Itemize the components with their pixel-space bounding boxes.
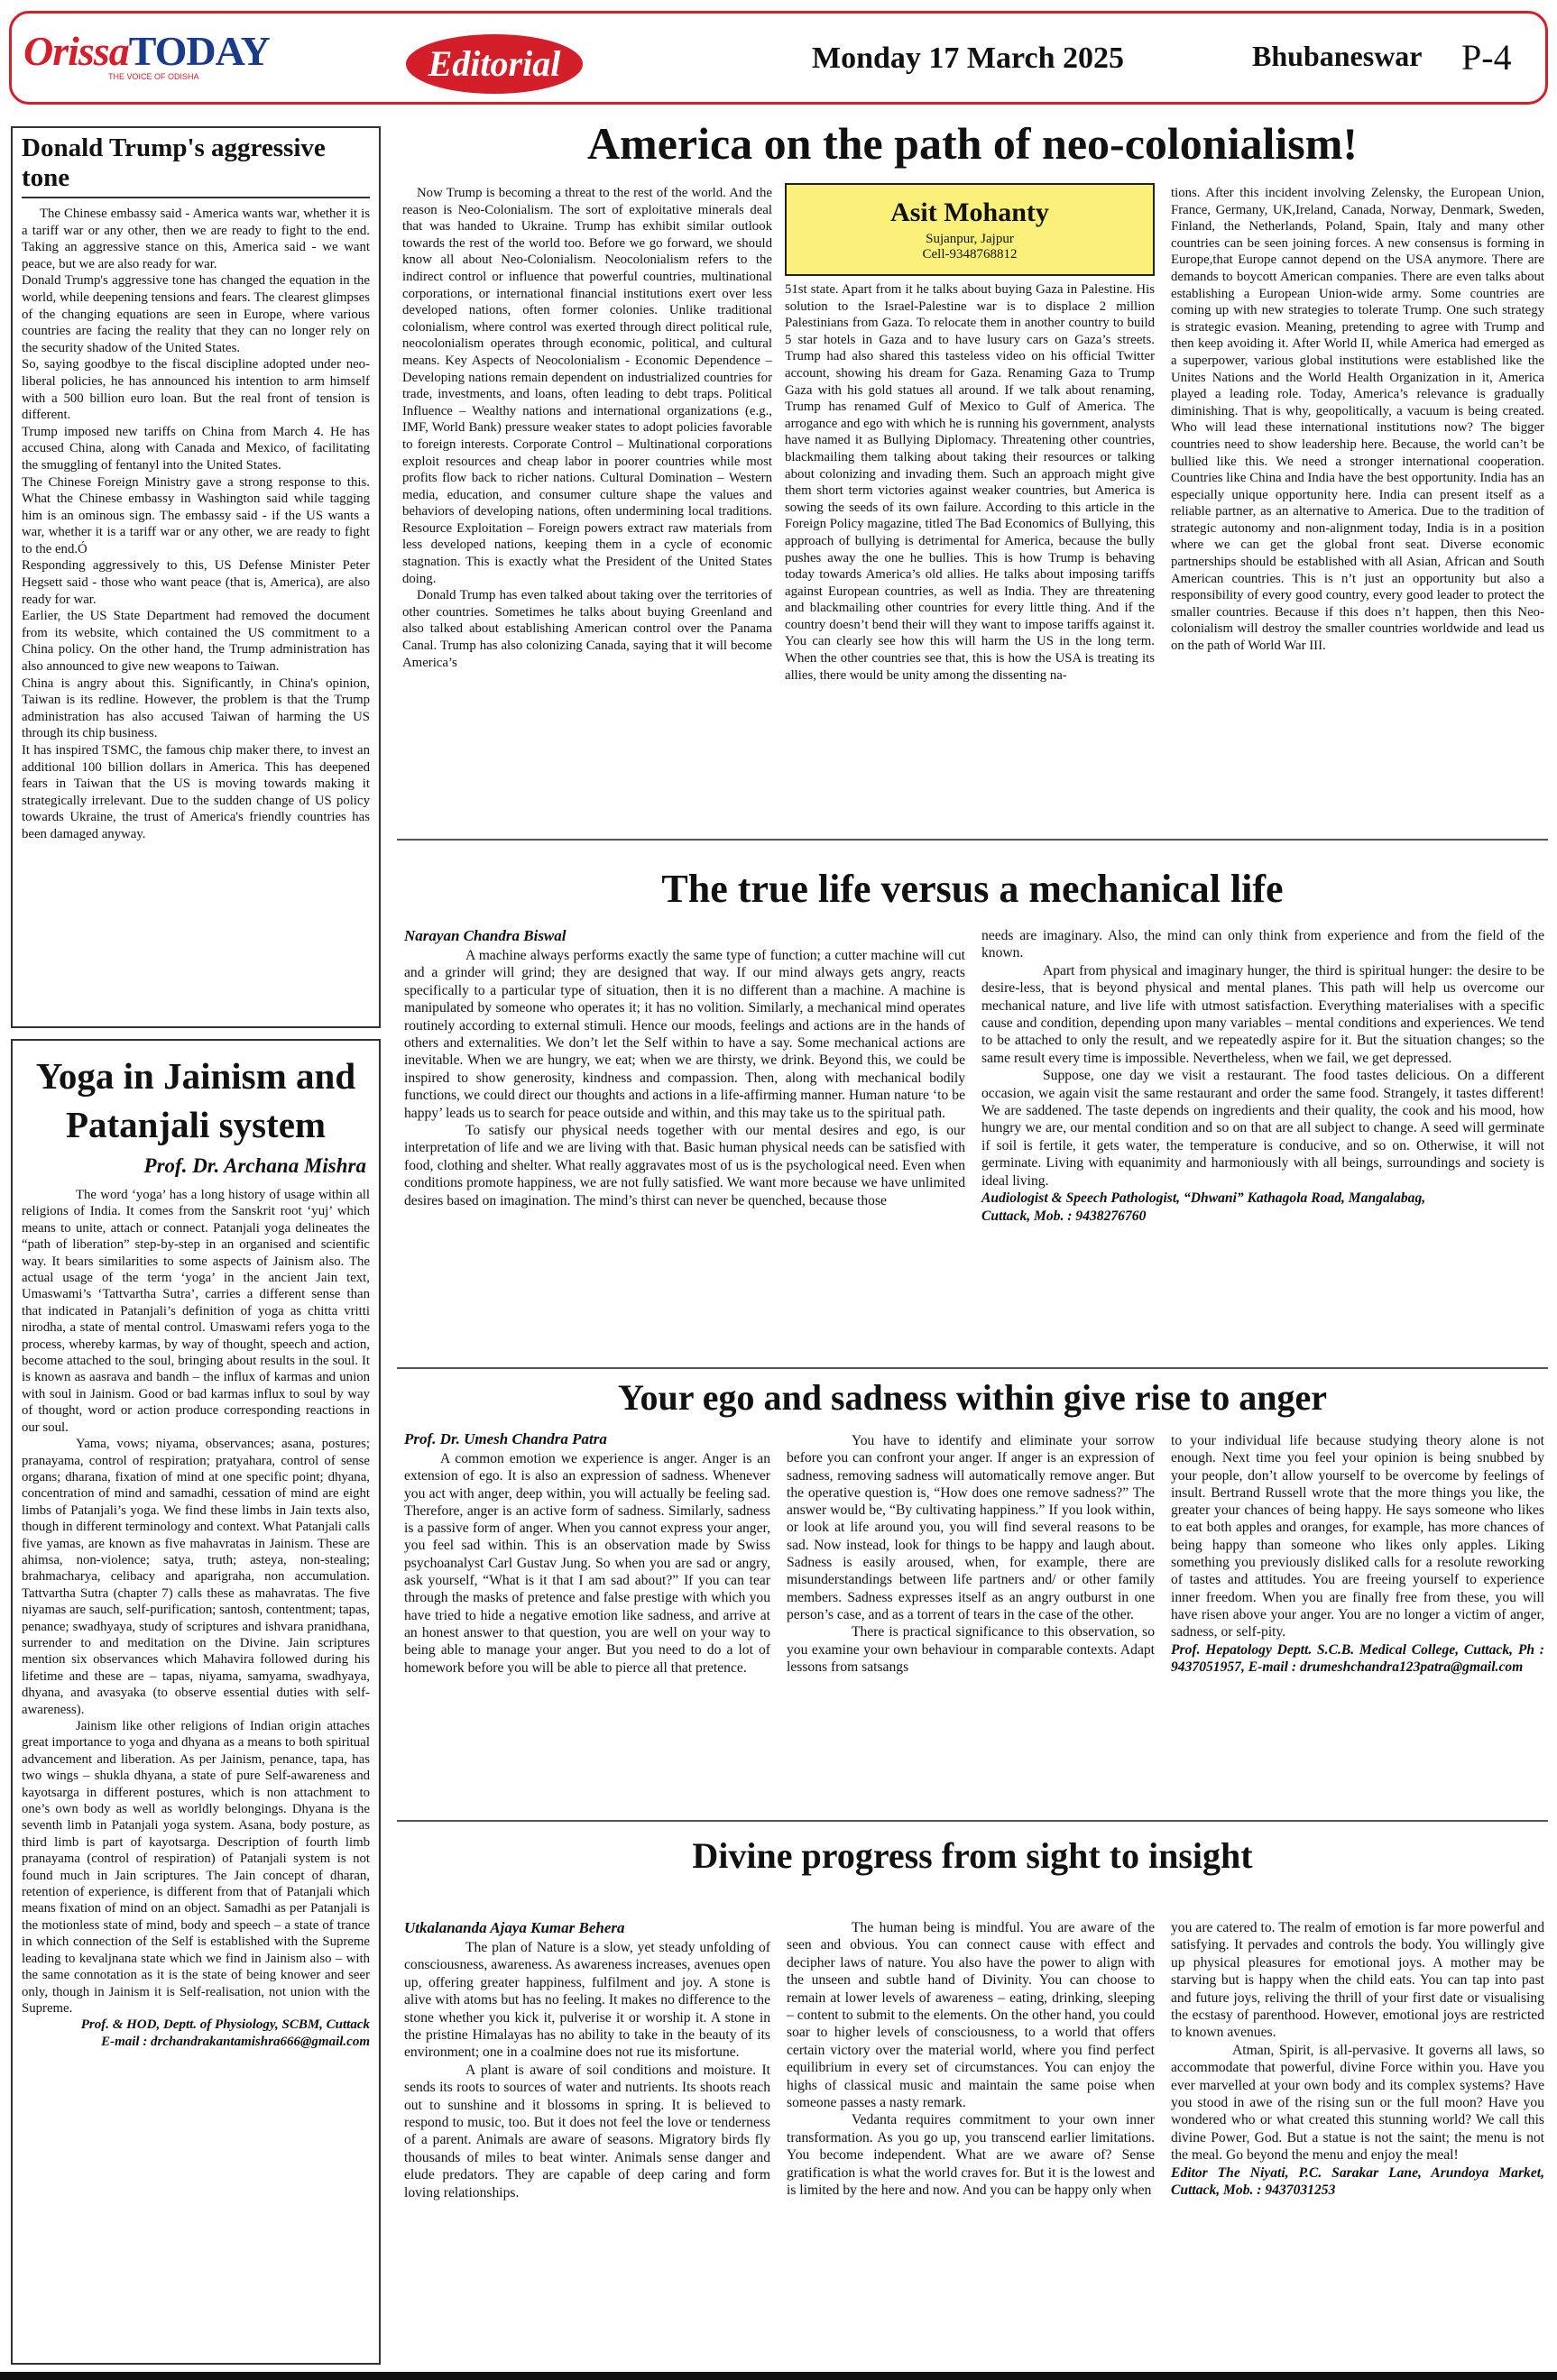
- issue-date: Monday 17 March 2025: [812, 41, 1124, 75]
- page-number: P-4: [1461, 37, 1512, 78]
- article-column: [402, 185, 772, 671]
- author-byline: Prof. Dr. Umesh Chandra Patra: [404, 1430, 607, 1447]
- paragraph: Earlier, the US State Department had removed the document from its website, which contained the US commitment to a China policy. On the other hand, the Trump administration has also announced to give new weapons to Taiwan.: [22, 609, 370, 675]
- paragraph: A common emotion we experience is anger. Anger is an extension of ego. It is also an expression of sadness. Whenever you act with anger, deep within, you will actually be feeling sad. Therefore, anger is an active form of sadness. Similarly, sadness is a passive form of anger. When you cannot express your anger, you feel sad within. This is an observation made by Swiss psychoanalyst Carl Gustav Jung. So when you are sad or angry, ask yourself, “What is it that I am sad about?” If you can tear through the masks of pretence and false prestige with which you have tried to hide a negative emotion like sadness, and arrive at an honest answer to that question, you are well on your way to being able to manage your anger. But you need to do a lot of homework before you will be able to pierce all that pretence.: [404, 1451, 770, 1676]
- paragraph: The word ‘yoga’ has a long history of usage within all religions of India. It comes from the Sanskrit root ‘yuj’ which means to unite, attach or connect. Patanjali yoga delineates the “path of liberation” step-by-step in an organised and scientific way. It bears similarities to some aspects of Jainism also. The actual usage of the term ‘yoga’ in the ancient Jain text, Umaswami’s ‘Tattvartha Sutra’, carries a different sense than that indicated in Patanjali’s definition of yoga as chitta vritti nirodha, a state of mental control. Umaswami refers yoga to the process, whereby karmas, by way of thought, speech and action, become attached to the soul, bringing about results in the soul. It is known as aasrava and bandh – the influx of karmas and union with soul in Jainism. Good or bad karmas influx to soul by way of thought, word or action produce corresponding reactions in our soul.: [22, 1188, 370, 1435]
- paragraph: to your individual life because studying theory alone is not enough. Next time you feel your opinion is being snubbed by your people, don’t allow yourself to be overcome by feelings of insult. Bertrand Russell wrote that the more things you like, the greater your chances of being happy. He says someone who likes to eat both apples and oranges, for example, has more chances of being happy than someone who likes only apples. Liking something you previously disliked calls for a resolute reworking of tastes and attitudes. You are freeing yourself to experience inner freedom. When you are finally free from these, you will have risen above your anger. You are no longer a victim of anger, sadness, or self-pity.: [1171, 1433, 1544, 1640]
- paragraph: A machine always performs exactly the same type of function; a cutter machine will cut and a grinder will grind; they are designed that way. If our mind always gets angry, reacts specifically to a particular type of situation, then it is no different than a machine. A machine is manipulated by someone who operates it; it has no volition. Similarly, a mechanical mind operates routinely according to external stimuli. Hence our moods, feelings and actions are in the hands of others and externalities. We don’t let the Self within to have a say. Some mechanical actions are inevitable. When we are hungry, we eat; when we are thirsty, we drink. Beyond this, we could be inspired to show generosity, kindness and compassion. Then, along with mechanical bodily functions, we could direct our thoughts and actions in a life-affirming manner. Human nature ‘to be happy’ leads us to search for peace outside and within, and this may take us to the spiritual path.: [404, 948, 965, 1121]
- trump-tone-box: [11, 126, 381, 1028]
- author-designation: Prof. & HOD, Deptt. of Physiology, SCBM, Cuttack: [80, 2017, 370, 2033]
- paragraph: Donald Trump has even talked about taking over the territories of other countries. Sometimes he talks about buying Greenland and also talked about establishing American control over the Panama Canal. Trump has also colonizing Canada, saying that it will become America’s: [402, 588, 772, 670]
- edition-city: Bhubaneswar: [1252, 40, 1423, 72]
- paragraph: Apart from physical and imaginary hunger, the third is spiritual hunger: the desire to be desire-less, that is beyond physical and mental planes. This path will help us overcome our mechanical nature, and live life with utmost satisfaction. Everything materialises with a specific cause and condition, depending upon many variables – mental conditions and experiences. We tend to be attached to only the result, and we repeatedly aspire for it. But the situation changes; so the same result every time is impossible. Nevertheless, when we fail, we get depressed.: [981, 962, 1544, 1066]
- page-bottom-bar: [0, 2372, 1557, 2380]
- author-designation: Prof. Hepatology Deptt. S.C.B. Medical College, Cuttack, Ph : 9437051957, E-mail : drumeshchandra123patra@gmail.com: [1171, 1641, 1544, 1675]
- yoga-box: [11, 1039, 381, 2365]
- article-column: [404, 947, 965, 1209]
- paragraph: Atman, Spirit, is all-pervasive. It governs all laws, so accommodate that powerful, divine Force within you. Have you ever marvelled at your own body and its complex systems? Have you stood in awe of the rising sun or the full moon? Have you wondered who or what created this stunning world? We call this divine Power, God. But a statue is not the saint; the menu is not the meal. Go beyond the menu and enjoy the meal!: [1171, 2042, 1544, 2164]
- paragraph: tions. After this incident involving Zelensky, the European Union, France, Germany, UK,Ireland, Canada, Norway, Denmark, Sweden, Finland, the Netherlands, Poland, Spain, Italy and many other countries can be seen joining forces. A new consensus is forming in Europe,that Europe cannot depend on the USA anymore. There are demands to boycott American companies. There are even talks about establishing a European Union-wide army. Some countries are coming up with new strategies to tolerate Trump. One such strategy is strategic evasion. Meaning, pretending to agree with Trump and then keep avoiding it. After World II, while America had emerged as a superpower, various global institutions were established like the Unites Nations and the World Health Organization in it, America played a leading role. Today, America’s relevance is gradually diminishing. That is why, geopolitically, a vacuum is being created. Who will lead these international institutions now? The bigger countries need to show leadership here. Because, the world can’t be bullied like this. We need a stronger international cooperation. Countries like China and India have the best opportunity. India has an especially unique opportunity here. India can present itself as a reliable partner, as an alternative to America. Due to the tradition of strategic autonomy and non-alignment today, India is in a position where we can get the global front seat. Diverse economic partnerships should be established with all Asian, African and South American countries. This is n’t just an opportunity but also a responsibility of every good country, every good leader to protect the smaller countries. Because if this does n’t happen, then this Neo-colonialism will destroy the smaller countries worldwide and lead us on the path of World War III.: [1171, 186, 1544, 654]
- author-byline: Prof. Dr. Archana Mishra: [143, 1154, 366, 1177]
- paragraph: The Chinese embassy said - America wants war, whether it is a tariff war or any other, then we are ready to fight to the end. Taking an aggressive stance on this, America said - we want peace, but we are also ready for war.: [22, 207, 370, 271]
- paragraph: Now Trump is becoming a threat to the rest of the world. And the reason is Neo-Colonialism. The sort of exploitative minerals deal that was handed to Ukraine. Trump has exhibit similar outlook towards the rest of the world too. Before we go forward, we should know all about Neo-Colonialism. Neocolonialism refers to the indirect control or influence that powerful countries, multinational corporations, or international financial institutions exert over less developed nations, often former colonies. Unlike traditional colonialism, where control was exerted through direct political rule, neocolonialism operates through economic, political, and cultural means. Key Aspects of Neocolonialism - Economic Dependence – Developing nations remain dependent on industrialized countries for trade, investments, and loans, often leading to debt traps. Political Influence – Wealthy nations and international organizations (e.g., IMF, World Bank) pressure weaker states to adopt policies favorable to foreign interests. Corporate Control – Multinational corporations exploit resources and cheap labor in poorer countries while most profits flow back to richer nations. Cultural Domination – Western media, education, and consumer culture shape the values and behaviors of developing nations, often undermining local traditions. Resource Exploitation – Foreign powers extract raw materials from less developed nations, keeping them in a cycle of economic stagnation. This is exactly what the President of the United States doing.: [402, 186, 772, 586]
- author-designation: Editor The Niyati, P.C. Sarakar Lane, Arundoya Market, Cuttack, Mob. : 9437031253: [1171, 2164, 1544, 2199]
- divider: [397, 839, 1548, 841]
- paragraph: Jainism like other religions of Indian origin attaches great importance to yoga and dhyana as a means to both spiritual advancement and liberation. As per Jainism, penance, tapa, has two wings – shukla dhyana, a state of pure Self-awareness and kayotsarga in different postures, which is non attachment to one’s own body as well as worldly belongings. Dhyana is the seventh limb in Patanjali yoga system. Asana, body posture, as third limb is part of kayotsarga. Description of fourth limb pranayama (control of respiration) of Patanjali system is not found much in Jain scriptures. The Jain concept of dharan, retention of experience, is different from that of Patanjali which means fixation of mind on an object. Samadhi as per Patanjali is the motionless state of mind, body and speech – a state of trance in which connection of the Self is established with the Supreme leading to kevaljnana state which we find in Jainism also – with the same connotation as it is the state of being knower and seer only, though in Jainism it is Self-realisation, not union with the Supreme.: [22, 1719, 370, 2016]
- article-title: America on the path of neo-colonialism!: [586, 118, 1359, 169]
- article-title: Your ego and sadness within give rise to anger: [618, 1377, 1327, 1418]
- paragraph: The plan of Nature is a slow, yet steady unfolding of consciousness, awareness. As awareness increases, avenues open up, offering greater happiness, fulfilment and joy. A stone is alive with atoms but has no feeling. It makes no difference to the stone whether you kick it, pulverise it or worship it. A stone in the pristine Himalayas has no ability to take in the beauty of its environment; one in a coalmine does not rue its misfortune.: [404, 1940, 770, 2061]
- paragraph: You have to identify and eliminate your sorrow before you can confront your anger. If anger is an expression of sadness, removing sadness will automatically remove anger. But the operative question is, “How does one remove sadness?” The answer would be, “By cultivating happiness.” If you look within, or look at life around you, you will find several reasons to be sad. Now instead, look for things to be happy and laugh about. Sadness is easily aroused, when, for example, there are misunderstandings between life partners and/ or other family members. Sadness expresses itself as an angry outburst in one person’s case, and as a torrent of tears in the case of the other.: [787, 1433, 1155, 1622]
- paragraph: Trump imposed new tariffs on China from March 4. He has accused China, along with Canada and Mexico, of facilitating the smuggling of fentanyl into the United States.: [22, 424, 370, 473]
- author-address: Audiologist & Speech Pathologist, “Dhwani” Kathagola Road, Mangalabag,: [981, 1190, 1426, 1207]
- paragraph: needs are imaginary. Also, the mind can only think from experience and from the field of the known.: [981, 928, 1544, 961]
- article-column: [785, 281, 1155, 684]
- paragraph: So, saying goodbye to the fiscal discipline adopted under neo-liberal policies, he has announced his intention to arm himself with a 500 billion euro loan. But the real front of tension is different.: [22, 357, 370, 423]
- article-column: [981, 927, 1544, 1225]
- paragraph: A plant is aware of soil conditions and moisture. It sends its roots to sources of water and nutrients. Its shoots reach out to sunshine and it blossoms in spring. It is believed to respond to music, too. But it does not feel the love or tenderness of a parent. Animals are aware of seasons. Migratory birds fly thousands of miles to beat winter. Animals sense danger and elude predators. They are capable of deep caring and form loving relationships.: [404, 2062, 770, 2201]
- paragraph: Responding aggressively to this, US Defense Minister Peter Hegsett said - those who want peace (that is, America), are also ready for war.: [22, 558, 370, 607]
- divider: [397, 1820, 1548, 1822]
- author-place: Sujanpur, Jajpur: [926, 232, 1014, 246]
- author-byline: Narayan Chandra Biswal: [404, 927, 567, 944]
- paragraph: Suppose, one day we visit a restaurant. The food tastes delicious. On a different occasion, we again visit the same restaurant and order the same food. Strangely, it tastes different! We are saddened. The taste depends on ingredients and their quality, the cook and his mood, how hungry we are, our mental condition and so on that are all subject to change. A seed will germinate if soil is fertile, it gets water, the temperature is conducive, and so on. Otherwise, it will not germinate. Living with equanimity and harmoniously with all beings, surroundings and society is ideal living.: [981, 1068, 1544, 1189]
- article-title: Yoga in Jainism and Patanjali system: [35, 1055, 356, 1145]
- paragraph: There is practical significance to this observation, so you examine your own behaviour in comparable contexts. Adapt lessons from satsangs: [787, 1624, 1155, 1675]
- author-box: [785, 183, 1155, 276]
- article-column: [1171, 1432, 1544, 1676]
- paragraph: Donald Trump's aggressive tone has changed the equation in the world, while deepening tensions and fears. The clearest glimpses of the changing equations are seen in Europe, where various countries are facing the reality that they can no longer rely on the security shadow of the United States.: [22, 273, 370, 355]
- orissa-today-logo: OrissaTODAY: [23, 28, 270, 74]
- logo-tagline: THE VOICE OF ODISHA: [108, 72, 199, 81]
- article-body: [22, 206, 370, 843]
- paragraph: To satisfy our physical needs together with our mental desires and ego, is our interpretation of life and we are living with that. Basic human physical needs can be satisfied with food, clothing and shelter. What really aggravates most of us is the psychological need. Even when conditions promote happiness, we are not fully satisfied. We want more because we have unlimited desires based on imagination. The mind’s thirst can never be quenched, because those: [404, 1123, 965, 1208]
- paragraph: Vedanta requires commitment to your own inner transformation. As you go up, you transcend earlier limitations. You become independent. What are we aware of? Sense gratification is what the world craves for. But it is the lowest and is limited by the here and now. And you can be happy only when: [787, 2112, 1155, 2199]
- author-cell: Cell-9348768812: [922, 247, 1018, 262]
- paragraph: you are catered to. The realm of emotion is far more powerful and satisfying. It pervades and controls the body. You willingly give up physical pleasures for emotional joys. A mother may be starving but is happy when the child eats. You can tap into past and future joys, reliving the thrill of your first date or visualising the ecstasy of parenthood. However, emotional joys are restricted to known avenues.: [1171, 1920, 1544, 2041]
- author-name: Asit Mohanty: [890, 198, 1049, 227]
- author-email: E-mail : drchandrakantamishra666@gmail.com: [101, 2035, 370, 2050]
- article-column: [787, 1919, 1155, 2200]
- paragraph: Yama, vows; niyama, observances; asana, postures; pranayama, control of respiration; pratyahara, control of sense organs; dharana, fixation of mind at one specific point; dhyana, concentration of mind and samadhi, cessation of mind are eight limbs of Patanjali’s yoga. We find these limbs in Jain texts also, though in different terminology and context. What Patanjali calls five yamas, are known as five mahavratas in Jainism. These are ahimsa, non-violence; satya, truth; asteya, non-stealing; brahmacharya, celibacy and aparigraha, non accumulation. Tattvartha Sutra (chapter 7) calls these as mahavratas. The five niyamas are sauch, self-purification; santosh, contentment; tapas, penance; swadhyaya, study of scriptures and ishvara pranidhana, surrender to and meditation on the Divine. Jain scriptures mention six observances which Mahavira followed during his lifetime and these are – tapas, niyama, samyama, swadhyaya, dhyana, and avasyaka (to observe essential duties with self-awareness).: [22, 1437, 370, 1717]
- section-badge: Editorial: [406, 34, 583, 94]
- paragraph: The human being is mindful. You are aware of the seen and obvious. You can connect cause with effect and decipher laws of nature. You also have the power to align with the unseen and subtle hand of Divinity. You can choose to remain at lower levels of awareness – eating, drinking, sleeping – content to submit to the elements. On the other hand, you could soar to higher levels of consciousness, to a world that offers certain victory over the material world, where you find perfect equilibrium in every set of circumstances. You can enjoy the highs of classical music and maintain the same poise when someone passes a nasty remark.: [787, 1920, 1155, 2111]
- article-title: Donald Trump's aggressive tone: [22, 133, 370, 198]
- author-byline: Utkalananda Ajaya Kumar Behera: [404, 1919, 625, 1936]
- article-column: [404, 1450, 770, 1677]
- article-title: Divine progress from sight to insight: [692, 1835, 1253, 1876]
- article-column: [1171, 185, 1544, 655]
- article-column: [1171, 1919, 1544, 2200]
- article-column: [787, 1432, 1155, 1676]
- author-contact: Cuttack, Mob. : 9438276760: [981, 1208, 1147, 1224]
- divider: [397, 1367, 1548, 1369]
- article-title: The true life versus a mechanical life: [661, 867, 1284, 911]
- paragraph: It has inspired TSMC, the famous chip maker there, to invest an additional 100 billion dollars in America. This has deepened fears in Taiwan that the US is moving towards making it strategically irrelevant. Due to the sudden change of US policy towards Ukraine, the trust of America's friendly countries has been damaged anyway.: [22, 743, 370, 841]
- article-body: [22, 1187, 370, 2017]
- paragraph: China is angry about this. Significantly, in China's opinion, Taiwan is its redline. However, the problem is that the Trump administration has also accused Taiwan of harming the US through its chip business.: [22, 675, 370, 741]
- article-column: [404, 1939, 770, 2201]
- paragraph: The Chinese Foreign Ministry gave a strong response to this. What the Chinese embassy in Washington said while tagging him is an ominous sign. The embassy said - if the US wants a war, whether it is a tariff war or any other, we are ready to fight to the end.Ó: [22, 474, 370, 556]
- paragraph: 51st state. Apart from it he talks about buying Gaza in Palestine. His solution to the Israel-Palestine war is to displace 2 million Palestinians from Gaza. To relocate them in another country to build 5 star hotels in Gaza and to have lusury cars on Gaza’s streets. Trump had also shared this tasteless video on his official Twitter account, showing his dream for Gaza. Renaming Gaza to Trump Gaza with his gold statues all around. If we talk about renaming, Trump has renamed Gulf of Mexico to Gulf of America. The arrogance and ego with which he is running his government, analysts have named it as Bullying Diplomacy. Threatening other countries, blackmailing them talking about taking their resources or talking about colonizing and invading them. Such an approach might give them short term victories against weaker countries, but America is sowing the seeds of its own failure. According to this article in the Foreign Policy magazine, titled The Bad Economics of Bullying, this approach of bullying is detrimental for America, because the bully pushes away the one he bullies. This is how Trump is behaving today towards America’s old allies. He talks about imposing tariffs against European countries, as well as India. They are threatening and blackmailing other countries for every little thing. And if the country doesn’t bend their will they want to impose tariffs against it. You can clearly see how this will harm the US in the long term. When the other countries see that, this is how the USA is treating its allies, there would be unity among the dissenting na-: [785, 282, 1155, 683]
